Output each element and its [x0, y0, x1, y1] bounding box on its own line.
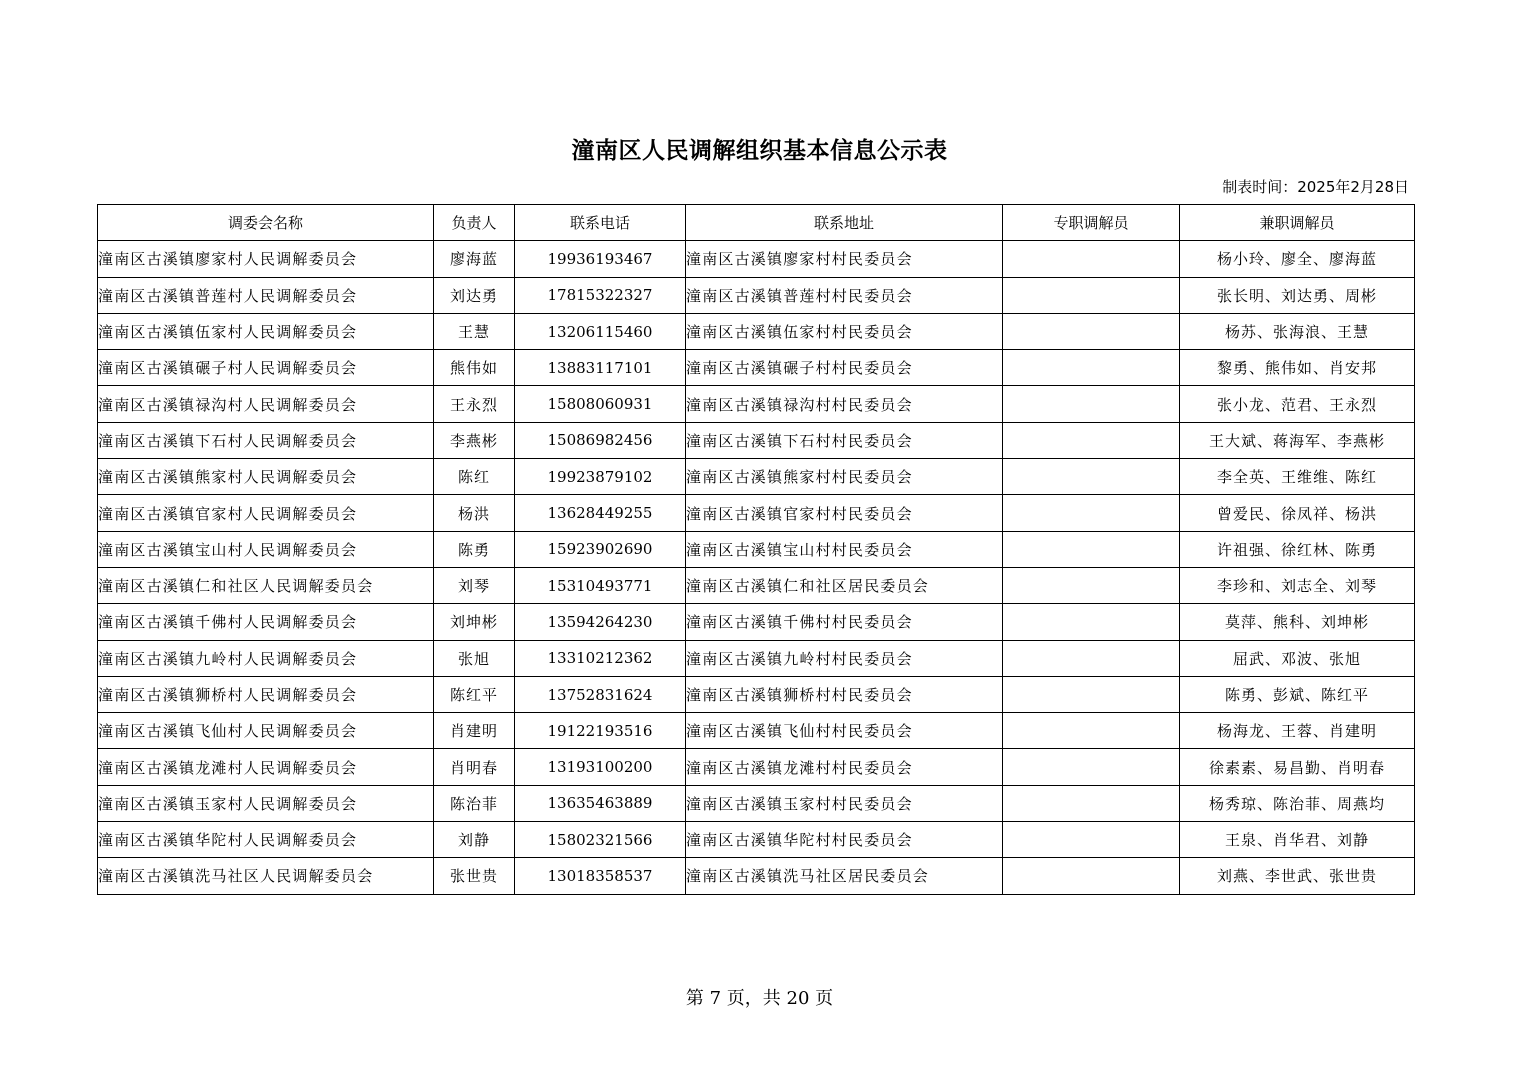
cell-committee-name: 潼南区古溪镇华陀村人民调解委员会 [98, 822, 434, 858]
cell-leader: 廖海蓝 [434, 241, 515, 277]
cell-fulltime-mediator [1003, 531, 1180, 567]
cell-parttime-mediators: 杨小玲、廖全、廖海蓝 [1180, 241, 1415, 277]
mediation-table [97, 204, 1415, 895]
cell-phone: 19923879102 [515, 459, 686, 495]
cell-committee-name: 潼南区古溪镇碾子村人民调解委员会 [98, 350, 434, 386]
cell-fulltime-mediator [1003, 858, 1180, 894]
table-row [98, 241, 1415, 277]
cell-committee-name: 潼南区古溪镇九岭村人民调解委员会 [98, 640, 434, 676]
cell-committee-name: 潼南区古溪镇宝山村人民调解委员会 [98, 531, 434, 567]
cell-parttime-mediators: 杨海龙、王蓉、肖建明 [1180, 713, 1415, 749]
cell-committee-name: 潼南区古溪镇官家村人民调解委员会 [98, 495, 434, 531]
cell-committee-name: 潼南区古溪镇普莲村人民调解委员会 [98, 277, 434, 313]
table-row [98, 567, 1415, 603]
cell-address: 潼南区古溪镇仁和社区居民委员会 [686, 567, 1003, 603]
table-row [98, 676, 1415, 712]
cell-fulltime-mediator [1003, 386, 1180, 422]
cell-address: 潼南区古溪镇华陀村村民委员会 [686, 822, 1003, 858]
table-row [98, 822, 1415, 858]
cell-leader: 刘静 [434, 822, 515, 858]
cell-fulltime-mediator [1003, 640, 1180, 676]
table-row [98, 531, 1415, 567]
cell-phone: 17815322327 [515, 277, 686, 313]
cell-leader: 刘达勇 [434, 277, 515, 313]
cell-committee-name: 潼南区古溪镇伍家村人民调解委员会 [98, 313, 434, 349]
cell-committee-name: 潼南区古溪镇禄沟村人民调解委员会 [98, 386, 434, 422]
cell-phone: 13018358537 [515, 858, 686, 894]
cell-leader: 张世贵 [434, 858, 515, 894]
column-header-phone: 联系电话 [515, 205, 686, 241]
table-row [98, 604, 1415, 640]
cell-address: 潼南区古溪镇洗马社区居民委员会 [686, 858, 1003, 894]
cell-phone: 13883117101 [515, 350, 686, 386]
cell-fulltime-mediator [1003, 313, 1180, 349]
table-date: 制表时间：2025年2月28日 [1222, 178, 1409, 196]
table-row [98, 749, 1415, 785]
cell-fulltime-mediator [1003, 422, 1180, 458]
cell-parttime-mediators: 屈武、邓波、张旭 [1180, 640, 1415, 676]
cell-leader: 张旭 [434, 640, 515, 676]
cell-address: 潼南区古溪镇千佛村村民委员会 [686, 604, 1003, 640]
cell-fulltime-mediator [1003, 567, 1180, 603]
cell-phone: 19936193467 [515, 241, 686, 277]
column-header-leader: 负责人 [434, 205, 515, 241]
cell-address: 潼南区古溪镇玉家村村民委员会 [686, 785, 1003, 821]
cell-committee-name: 潼南区古溪镇仁和社区人民调解委员会 [98, 567, 434, 603]
cell-parttime-mediators: 张长明、刘达勇、周彬 [1180, 277, 1415, 313]
cell-committee-name: 潼南区古溪镇飞仙村人民调解委员会 [98, 713, 434, 749]
cell-parttime-mediators: 杨苏、张海浪、王慧 [1180, 313, 1415, 349]
cell-fulltime-mediator [1003, 277, 1180, 313]
cell-leader: 陈红 [434, 459, 515, 495]
cell-parttime-mediators: 王大斌、蒋海军、李燕彬 [1180, 422, 1415, 458]
cell-leader: 肖明春 [434, 749, 515, 785]
cell-leader: 陈红平 [434, 676, 515, 712]
cell-address: 潼南区古溪镇宝山村村民委员会 [686, 531, 1003, 567]
table-row [98, 495, 1415, 531]
cell-leader: 陈勇 [434, 531, 515, 567]
cell-leader: 王永烈 [434, 386, 515, 422]
cell-address: 潼南区古溪镇廖家村村民委员会 [686, 241, 1003, 277]
cell-parttime-mediators: 许祖强、徐红林、陈勇 [1180, 531, 1415, 567]
cell-parttime-mediators: 张小龙、范君、王永烈 [1180, 386, 1415, 422]
cell-parttime-mediators: 黎勇、熊伟如、肖安邦 [1180, 350, 1415, 386]
cell-phone: 13206115460 [515, 313, 686, 349]
cell-address: 潼南区古溪镇碾子村村民委员会 [686, 350, 1003, 386]
cell-committee-name: 潼南区古溪镇千佛村人民调解委员会 [98, 604, 434, 640]
cell-fulltime-mediator [1003, 495, 1180, 531]
cell-phone: 13635463889 [515, 785, 686, 821]
cell-fulltime-mediator [1003, 459, 1180, 495]
table-row [98, 713, 1415, 749]
cell-parttime-mediators: 陈勇、彭斌、陈红平 [1180, 676, 1415, 712]
cell-address: 潼南区古溪镇熊家村村民委员会 [686, 459, 1003, 495]
table-row [98, 277, 1415, 313]
cell-leader: 刘坤彬 [434, 604, 515, 640]
cell-committee-name: 潼南区古溪镇廖家村人民调解委员会 [98, 241, 434, 277]
cell-parttime-mediators: 刘燕、李世武、张世贵 [1180, 858, 1415, 894]
cell-fulltime-mediator [1003, 822, 1180, 858]
cell-leader: 熊伟如 [434, 350, 515, 386]
cell-address: 潼南区古溪镇普莲村村民委员会 [686, 277, 1003, 313]
page-title: 潼南区人民调解组织基本信息公示表 [571, 137, 948, 164]
cell-fulltime-mediator [1003, 676, 1180, 712]
cell-address: 潼南区古溪镇官家村村民委员会 [686, 495, 1003, 531]
cell-fulltime-mediator [1003, 241, 1180, 277]
cell-committee-name: 潼南区古溪镇熊家村人民调解委员会 [98, 459, 434, 495]
table-row [98, 386, 1415, 422]
cell-address: 潼南区古溪镇飞仙村村民委员会 [686, 713, 1003, 749]
cell-parttime-mediators: 莫萍、熊科、刘坤彬 [1180, 604, 1415, 640]
cell-leader: 王慧 [434, 313, 515, 349]
cell-phone: 13594264230 [515, 604, 686, 640]
cell-phone: 13752831624 [515, 676, 686, 712]
cell-parttime-mediators: 曾爱民、徐凤祥、杨洪 [1180, 495, 1415, 531]
table-row [98, 422, 1415, 458]
cell-committee-name: 潼南区古溪镇玉家村人民调解委员会 [98, 785, 434, 821]
cell-phone: 13628449255 [515, 495, 686, 531]
cell-fulltime-mediator [1003, 604, 1180, 640]
table-body [98, 241, 1415, 894]
cell-leader: 杨洪 [434, 495, 515, 531]
cell-fulltime-mediator [1003, 749, 1180, 785]
table-row [98, 459, 1415, 495]
cell-phone: 19122193516 [515, 713, 686, 749]
cell-committee-name: 潼南区古溪镇龙滩村人民调解委员会 [98, 749, 434, 785]
cell-leader: 陈治菲 [434, 785, 515, 821]
cell-fulltime-mediator [1003, 350, 1180, 386]
cell-leader: 李燕彬 [434, 422, 515, 458]
cell-phone: 15923902690 [515, 531, 686, 567]
cell-phone: 15086982456 [515, 422, 686, 458]
column-header-name: 调委会名称 [98, 205, 434, 241]
cell-parttime-mediators: 杨秀琼、陈治菲、周燕均 [1180, 785, 1415, 821]
cell-phone: 15808060931 [515, 386, 686, 422]
cell-leader: 肖建明 [434, 713, 515, 749]
cell-fulltime-mediator [1003, 713, 1180, 749]
table-row [98, 313, 1415, 349]
cell-fulltime-mediator [1003, 785, 1180, 821]
cell-parttime-mediators: 王泉、肖华君、刘静 [1180, 822, 1415, 858]
cell-address: 潼南区古溪镇狮桥村村民委员会 [686, 676, 1003, 712]
cell-parttime-mediators: 李全英、王维维、陈红 [1180, 459, 1415, 495]
cell-committee-name: 潼南区古溪镇洗马社区人民调解委员会 [98, 858, 434, 894]
column-header-fulltime: 专职调解员 [1003, 205, 1180, 241]
column-header-address: 联系地址 [686, 205, 1003, 241]
cell-phone: 13193100200 [515, 749, 686, 785]
cell-leader: 刘琴 [434, 567, 515, 603]
table-row [98, 640, 1415, 676]
cell-phone: 15310493771 [515, 567, 686, 603]
table-row [98, 785, 1415, 821]
cell-phone: 15802321566 [515, 822, 686, 858]
table-row [98, 858, 1415, 894]
cell-address: 潼南区古溪镇龙滩村村民委员会 [686, 749, 1003, 785]
cell-committee-name: 潼南区古溪镇狮桥村人民调解委员会 [98, 676, 434, 712]
cell-address: 潼南区古溪镇下石村村民委员会 [686, 422, 1003, 458]
page-footer: 第 7 页，共 20 页 [685, 988, 834, 1009]
cell-phone: 13310212362 [515, 640, 686, 676]
column-header-parttime: 兼职调解员 [1180, 205, 1415, 241]
cell-address: 潼南区古溪镇伍家村村民委员会 [686, 313, 1003, 349]
table-header-row [98, 205, 1415, 241]
cell-parttime-mediators: 李珍和、刘志全、刘琴 [1180, 567, 1415, 603]
cell-address: 潼南区古溪镇九岭村村民委员会 [686, 640, 1003, 676]
cell-parttime-mediators: 徐素素、易昌勤、肖明春 [1180, 749, 1415, 785]
table-row [98, 350, 1415, 386]
cell-address: 潼南区古溪镇禄沟村村民委员会 [686, 386, 1003, 422]
cell-committee-name: 潼南区古溪镇下石村人民调解委员会 [98, 422, 434, 458]
